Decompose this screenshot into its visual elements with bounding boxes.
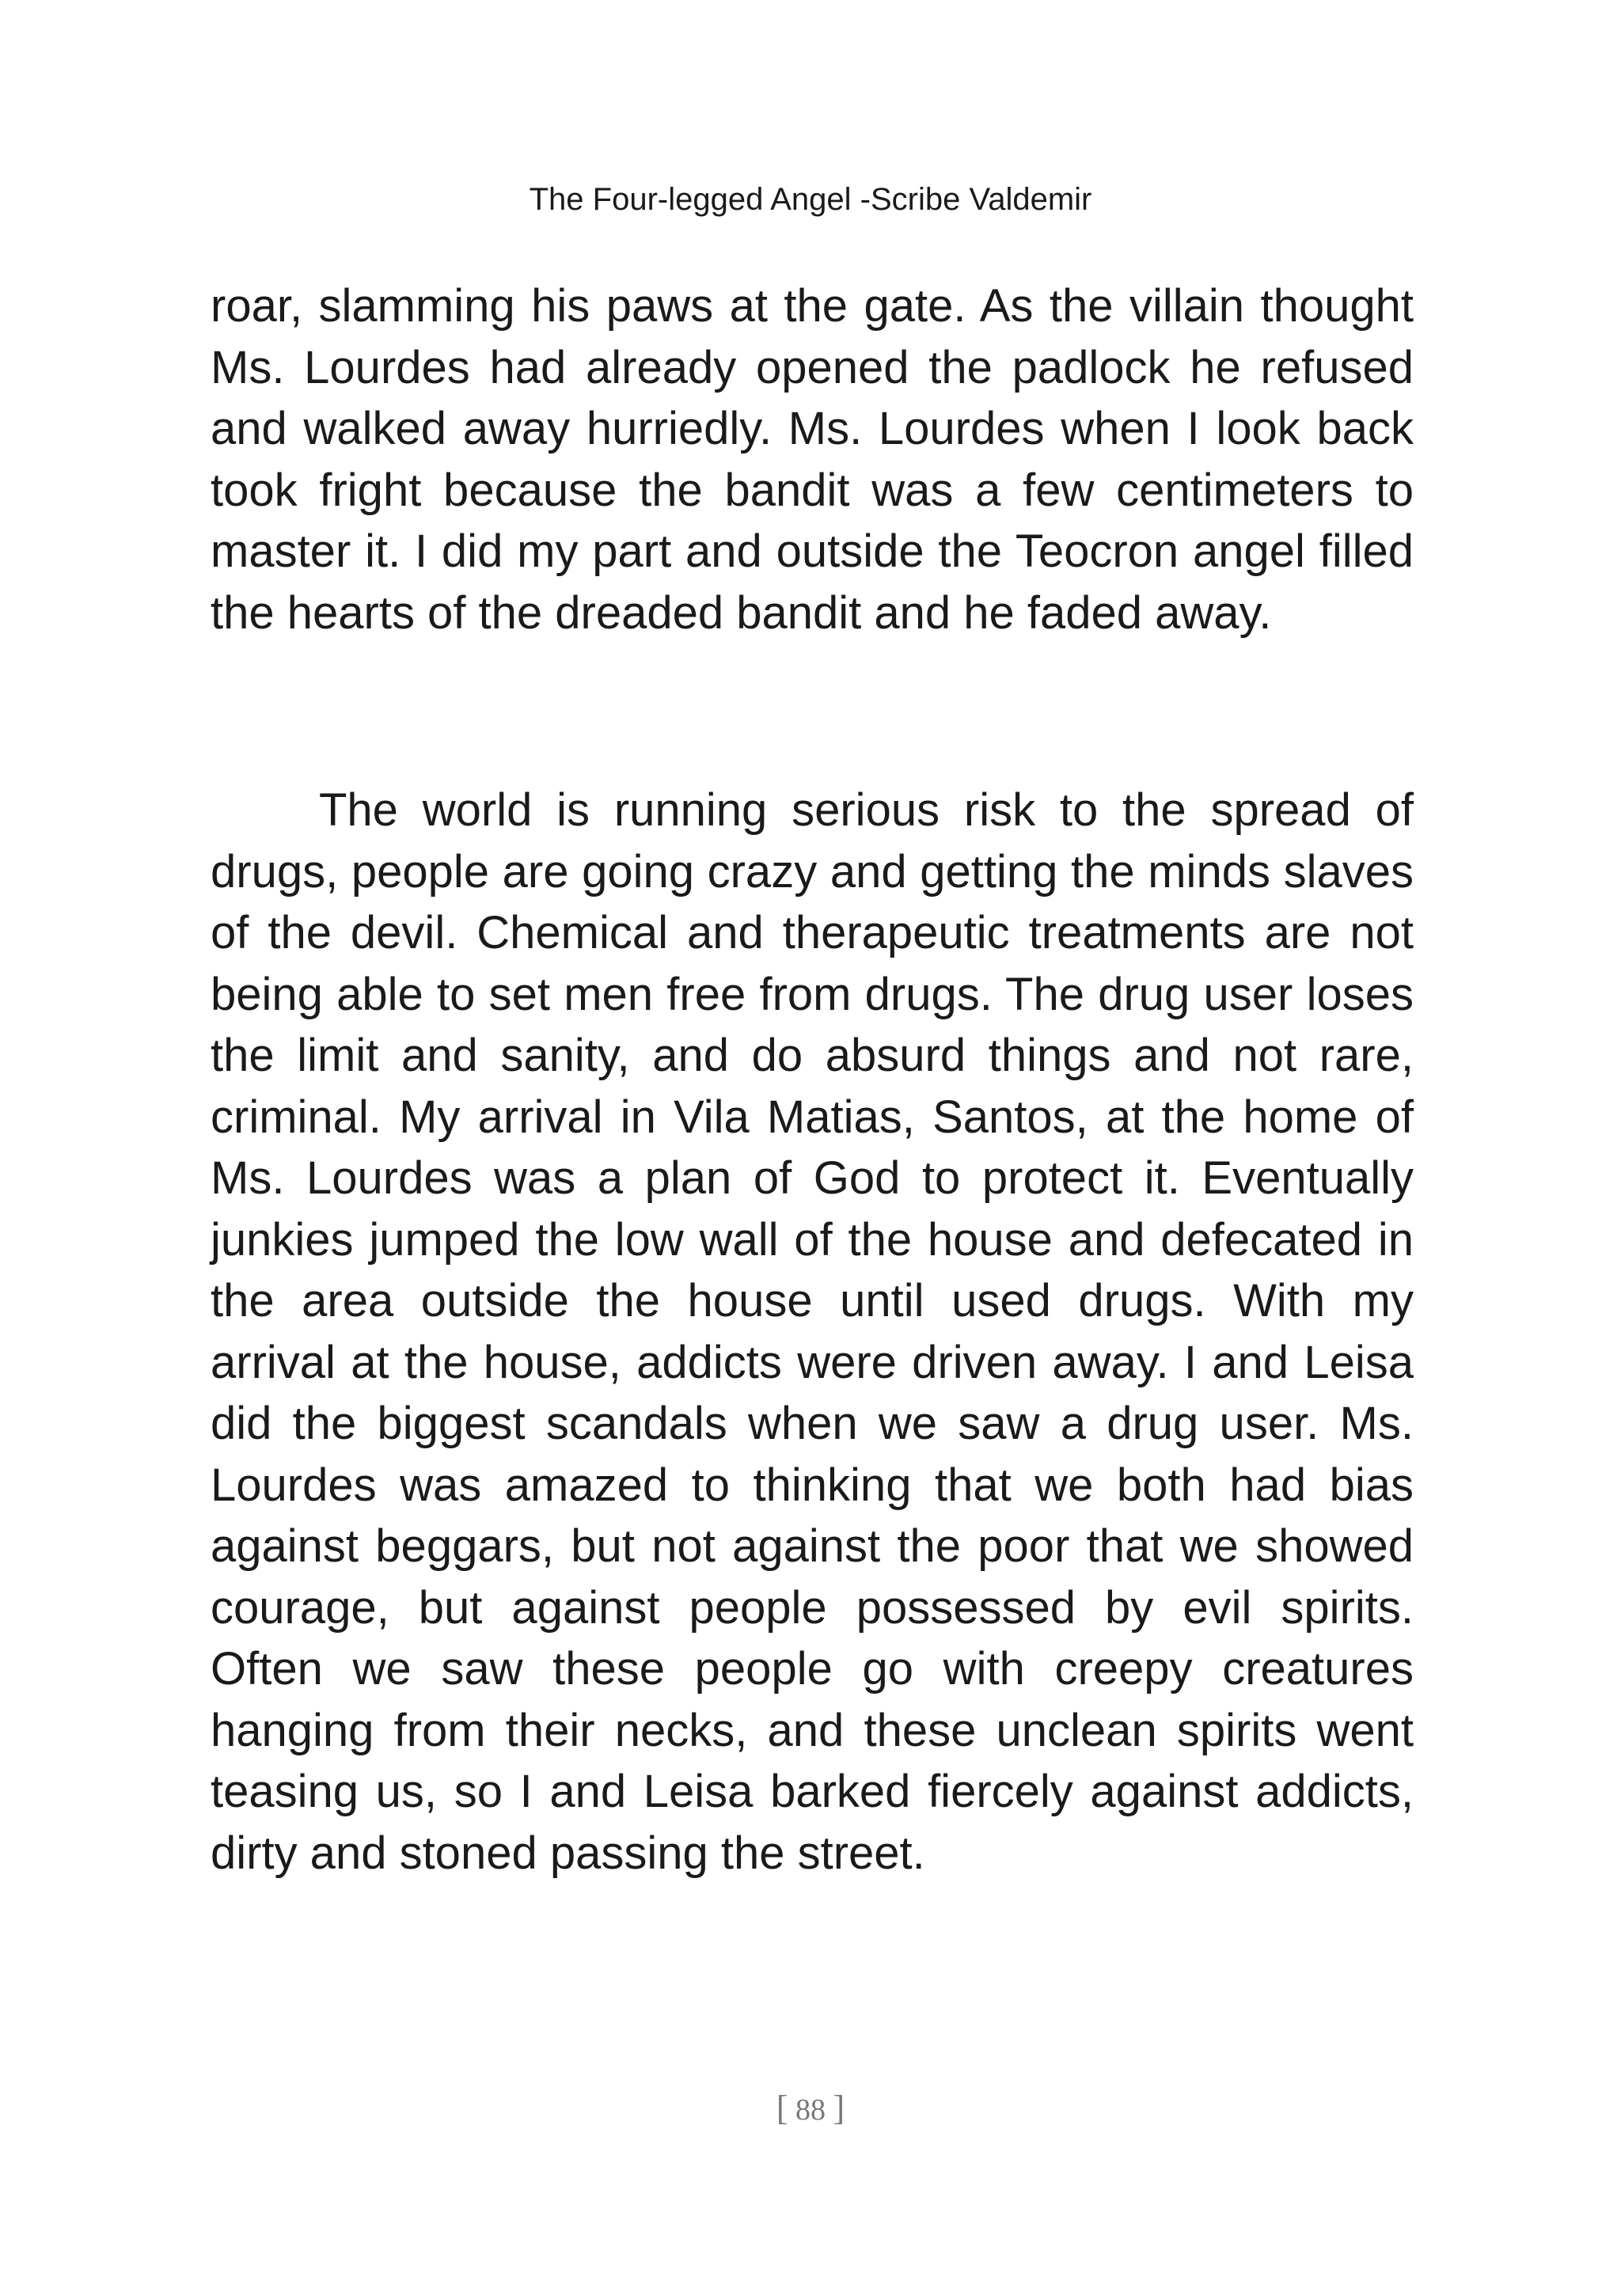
paragraph-continuation: roar, slamming his paws at the gate. As the villain thought Ms. Lourdes had already opened the padlock he refused and walked away hurriedly. Ms. Lourdes when I look back took fright because the bandit was a few centimeters to master it. I did my part and outside the Teocron angel filled the hearts of the dreaded bandit and he faded away. <box>211 280 1414 639</box>
page-number-value: 88 <box>795 2093 826 2127</box>
page-number-bracket-open: [ <box>776 2089 788 2127</box>
paragraph-drugs: The world is running serious risk to the spread of drugs, people are going crazy and getting the minds slaves of the devil. Chemical and therapeutic treatments are not being able to set men free from drugs. The drug user loses the limit and sanity, and do absurd things and not rare, criminal. My arrival in Vila Matias, Santos, at the home of Ms. Lourdes was a plan of God to protect it. Eventually junkies jumped the low wall of the house and defecated in the area outside the house until used drugs. With my arrival at the house, addicts were driven away. I and Leisa did the biggest scandals when we saw a drug user. Ms. Lourdes was amazed to thinking that we both had bias against beggars, but not against the poor that we showed courage, but against people possessed by evil spirits. Often we saw these people go with creepy creatures hanging from their necks, and these unclean spirits went teasing us, so I and Leisa barked fiercely against addicts, dirty and stoned passing the street. <box>211 784 1414 1879</box>
page-number-bracket-close: ] <box>833 2089 845 2127</box>
running-header: The Four-legged Angel -Scribe Valdemir <box>529 182 1092 217</box>
page-number <box>0 2089 1621 2129</box>
